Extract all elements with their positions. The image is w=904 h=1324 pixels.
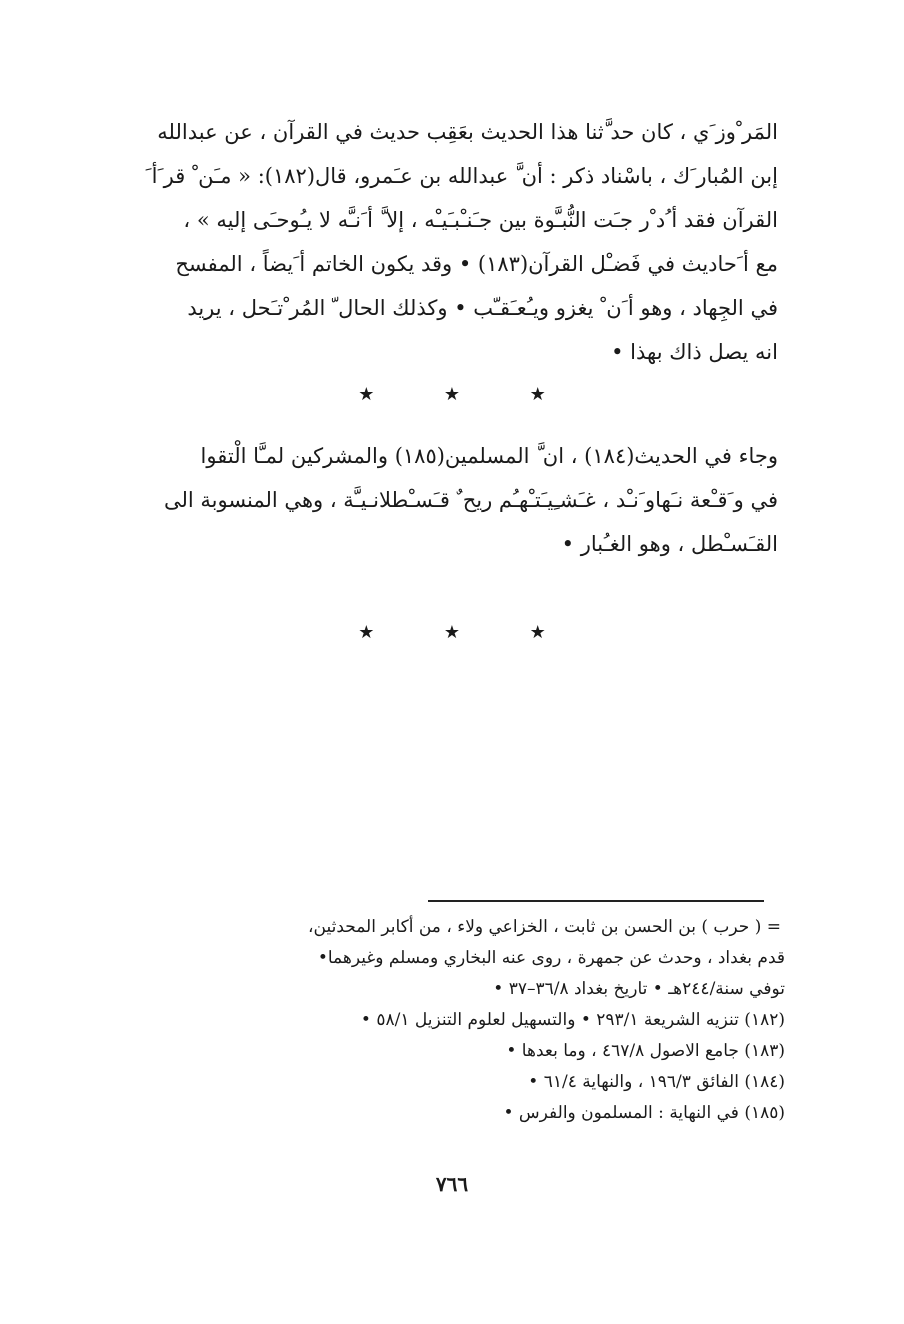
star-icon: ★ <box>443 622 461 643</box>
text-line: في و َقـْعة نـَهاو َنـْد ، غـَشـِيـَتـْهـُم ريح ٌ قـَسـْطلانـيـَّة ، وهي المنسوبة الى <box>163 488 778 512</box>
footnote-line: قدم بغداد ، وحدث عن جمهرة ، روى عنه البخاري ومسلم وغيرهما• <box>317 948 785 968</box>
footnote-line: (١٨٢) تنزيه الشريعة ٢٩٣/١ • والتسهيل لعلوم التنزيل ٥٨/١ • <box>360 1010 785 1030</box>
text-line: القرآن فقد أ ُد ْر جـَت النُّبـَّوة بين جـَنـْبـَيـْه ، إلا َّ أ َنـَّه لا يـُوحـَى إليه » ، <box>183 208 778 232</box>
star-icon: ★ <box>529 384 546 405</box>
text-line: القـَسـْطل ، وهو الغـُبار • <box>561 532 778 556</box>
footnote-line: = ( حرب ) بن الحسن بن ثابت ، الخزاعي ولاء ، من أكابر المحدثين، <box>308 917 781 937</box>
footnotes <box>120 912 785 1129</box>
footnote-line: توفي سنة/٢٤٤هـ • تاريخ بغداد ٣٦/٨–٣٧ • <box>493 979 785 999</box>
star-icon: ★ <box>358 384 375 405</box>
text-line: مع أ َحاديث في فَضـْل القرآن(١٨٣) • وقد يكون الخاتم أ َيضاً ، المفسح <box>175 252 778 276</box>
text-line: إبن المُبار َك ، باسْناد ذكر : أن َّ عبدالله بن عـَمرو، قال(١٨٢): « مـَن ْ قر َأ َ <box>145 164 778 188</box>
text-line: في الجِهاد ، وهو أ َن ْ يغزو ويـُعـَقـّب • وكذلك الحال ّ المُر ْتـَحل ، يريد <box>187 296 778 320</box>
star-icon: ★ <box>529 622 546 643</box>
main-paragraph-2 <box>120 434 778 566</box>
text-line: المَر ْوز َي ، كان حد َّثنا هذا الحديث بعَقِب حديث في القرآن ، عن عبدالله <box>157 120 778 144</box>
footnote-line: (١٨٤) الفائق ١٩٦/٣ ، والنهاية ٦١/٤ • <box>528 1072 785 1092</box>
star-icon: ★ <box>358 622 375 643</box>
star-icon: ★ <box>443 384 461 405</box>
text-line: انه يصل ذاك بهذا • <box>611 340 778 364</box>
footnote-line: (١٨٣) جامع الاصول ٤٦٧/٨ ، وما بعدها • <box>506 1041 785 1061</box>
footnote-line: (١٨٥) في النهاية : المسلمون والفرس • <box>503 1103 785 1123</box>
section-separator <box>0 622 904 643</box>
main-paragraph-1 <box>120 110 778 374</box>
section-separator <box>0 384 904 405</box>
page-number: ٧٦٦ <box>435 1172 469 1196</box>
text-line: وجاء في الحديث(١٨٤) ، ان َّ المسلمين(١٨٥) والمشركين لمـَّا الْتقوا <box>200 444 778 468</box>
footnote-divider <box>428 900 764 902</box>
